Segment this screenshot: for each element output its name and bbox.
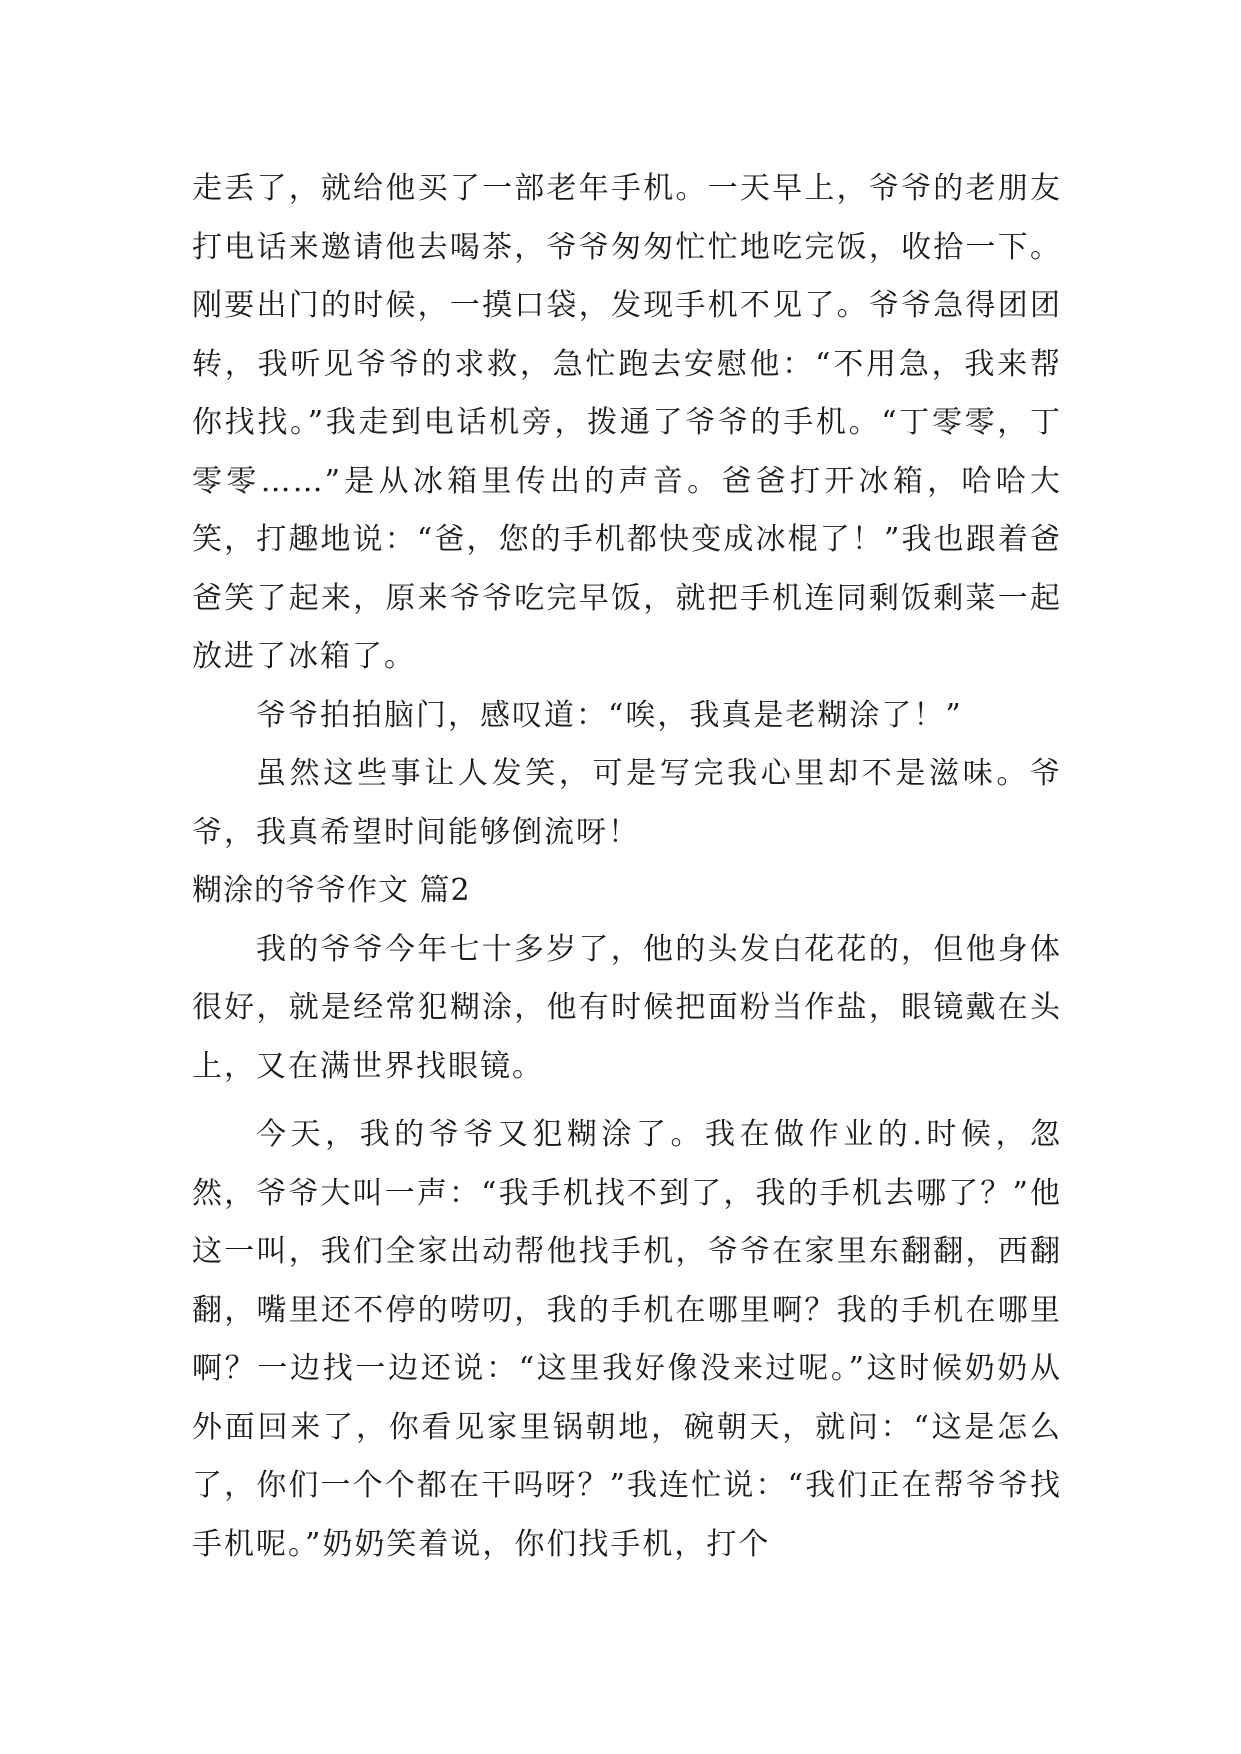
- paragraph-continuation: 走丢了，就给他买了一部老年手机。一天早上，爷爷的老朋友打电话来邀请他去喝茶，爷爷匆匆忙忙地吃完饭，收拾一下。刚要出门的时候，一摸口袋，发现手机不见了。爷爷急得团团转，我听见爷爷的求救，急忙跑去安慰他：“不用急，我来帮你找找。”我走到电话机旁，拨通了爷爷的手机。“丁零零，丁零零……”是从冰箱里传出的声音。爸爸打开冰箱，哈哈大笑，打趣地说：“爸，您的手机都快变成冰棍了！”我也跟着爸爸笑了起来，原来爷爷吃完早饭，就把手机连同剩饭剩菜一起放进了冰箱了。: [192, 171, 1062, 674]
- paragraph-lost-phone: 今天，我的爷爷又犯糊涂了。我在做作业的.时候，忽然，爷爷大叫一声：“我手机找不到了，我的手机去哪了？”他这一叫，我们全家出动帮他找手机，爷爷在家里东翻翻，西翻翻，嘴里还不停的唠叨，我的手机在哪里啊？我的手机在哪里啊？一边找一边还说：“这里我好像没来过呢。”这时候奶奶从外面回来了，你看见家里锅朝地，碗朝天，就问：“这是怎么了，你们一个个都在干吗呀？”我连忙说：“我们正在帮爷爷找手机呢。”奶奶笑着说，你们找手机，打个: [192, 1117, 1062, 1562]
- paragraph-reflection: 虽然这些事让人发笑，可是写完我心里却不是滋味。爷爷，我真希望时间能够倒流呀！: [192, 756, 1062, 850]
- paragraph-grandpa-intro: 我的爷爷今年七十多岁了，他的头发白花花的，但他身体很好，就是经常犯糊涂，他有时候把面粉当作盐，眼镜戴在头上，又在满世界找眼镜。: [192, 931, 1062, 1084]
- section-heading: 糊涂的爷爷作文 篇2: [192, 873, 471, 908]
- document-body: [192, 160, 1062, 1574]
- paragraph-grandpa-sigh: 爷爷拍拍脑门，感叹道：“唉，我真是老糊涂了！”: [256, 697, 963, 733]
